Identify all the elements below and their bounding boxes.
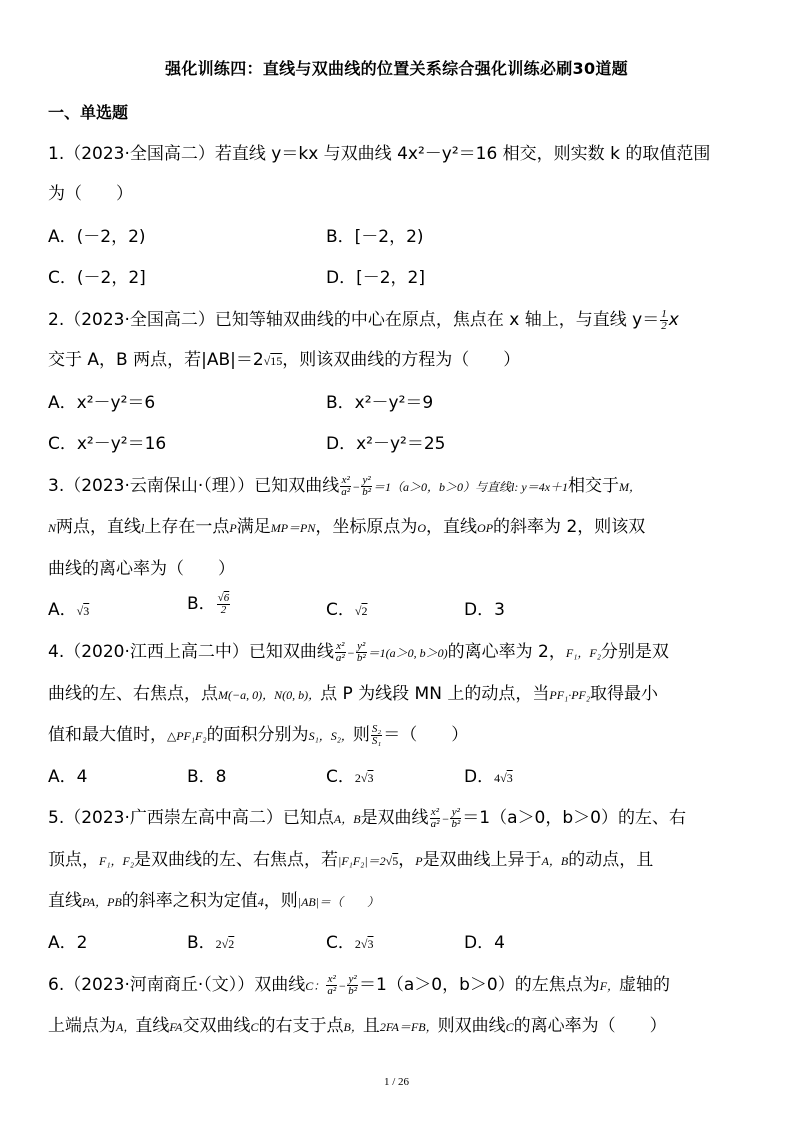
q6-text-2k: 则双曲线 bbox=[437, 1016, 506, 1036]
q3-text-2j: ，直线 bbox=[426, 517, 478, 537]
q5-text-1c: 是双曲线 bbox=[360, 808, 429, 828]
q4-text-3d: S₁，S₂， bbox=[308, 729, 353, 743]
q5-text-2e: ， bbox=[398, 850, 416, 870]
q5-text-2d: |F₁F₂|＝2 bbox=[338, 854, 386, 868]
q1-option-c: C．(－2，2] bbox=[48, 268, 146, 288]
page-number: 1 / 26 bbox=[383, 1076, 410, 1088]
q1-option-d: D．[－2，2] bbox=[326, 268, 425, 288]
q4-text-2c: N(0, b)， bbox=[274, 688, 321, 702]
q5-option-c-label: C． bbox=[326, 933, 355, 953]
q4-option-c bbox=[326, 765, 373, 790]
q3-frac-x2a2: $\frac{\text{x²}}{\text{a²}}$ bbox=[341, 473, 351, 498]
q5-2sqrt2: 2√2 bbox=[215, 937, 235, 951]
q3-vector-eq: MP＝PN bbox=[270, 521, 316, 535]
q3-option-b-label: B． bbox=[187, 594, 216, 614]
q5-text-2h: A，B bbox=[541, 854, 569, 868]
q3-text-1b: ＝1（a＞0，b＞0）与直线 bbox=[373, 480, 512, 494]
q3-option-d: D．3 bbox=[464, 600, 505, 620]
q3-stem-line3: 曲线的离心率为（ ） bbox=[48, 559, 235, 579]
q6-text-2c: 直线 bbox=[135, 1016, 170, 1036]
q3-option-a-label: A． bbox=[48, 600, 77, 620]
q5-option-b bbox=[187, 931, 234, 956]
q4-text-2b: M(−a, 0)， bbox=[218, 688, 275, 702]
q6-frac-y2b2: $\frac{\text{y²}}{\text{b²}}$ bbox=[348, 972, 358, 997]
q6-text-2m: 的离心率为（ ） bbox=[513, 1016, 667, 1036]
q3-frac-y2b2: $\frac{\text{y²}}{\text{b²}}$ bbox=[362, 473, 372, 498]
q3-stem-line1: 3.（2023·云南保山·（理））已知双曲线 $\frac{\text{x²}}{\text{a²}}$ − $\frac{\text{y²}}{\text{b²}}$ ＝1（a＞0，b＞0）与直线l: y＝4x＋1相交于M， bbox=[48, 473, 642, 498]
q4-text-1b: ＝1(a＞0, b＞0) bbox=[367, 646, 448, 660]
q4-frac-x2a2: $\frac{\text{x²}}{\text{a²}}$ bbox=[335, 639, 345, 664]
q5-option-a: A．2 bbox=[48, 933, 88, 953]
q5-text-1a: 5.（2023·广西崇左高中高二）已知点 bbox=[48, 808, 334, 828]
q3-frac-sqrt6-2: $\frac{√6}{2}$ bbox=[217, 591, 230, 616]
q2-stem-line2 bbox=[48, 348, 520, 373]
q5-2sqrt3: 2√3 bbox=[354, 937, 374, 951]
q3-sqrt2: √2 bbox=[354, 604, 368, 618]
q6-stem-line2 bbox=[48, 1014, 667, 1039]
q3-text-2e: P bbox=[229, 521, 237, 535]
q3-stem-line2 bbox=[48, 515, 645, 540]
q6-text-2f: C bbox=[250, 1020, 259, 1034]
q6-text-1b: C： bbox=[305, 979, 326, 993]
q5-text-3f: |AB|＝（ ） bbox=[297, 895, 380, 909]
q3-text-1e: M， bbox=[619, 480, 642, 494]
q4-text-3e: 则 bbox=[352, 725, 370, 745]
q5-text-1b: A，B bbox=[333, 812, 361, 826]
q1-option-a: A．(－2，2) bbox=[48, 227, 146, 247]
q6-text-2h: B， bbox=[343, 1020, 363, 1034]
q5-text-3d: 4 bbox=[257, 895, 264, 909]
q5-text-2c: 是双曲线的左、右焦点，若 bbox=[134, 850, 339, 870]
q2-option-b: B．x²－y²＝9 bbox=[326, 393, 434, 413]
q2-stem-line1 bbox=[48, 308, 679, 332]
q5-text-2i: 的动点，且 bbox=[568, 850, 654, 870]
q3-text-1d: 相交于 bbox=[568, 476, 620, 496]
q4-text-1d: F₁，F₂ bbox=[565, 646, 601, 660]
q3-text-2f: 满足 bbox=[236, 517, 271, 537]
q4-text-2a: 曲线的左、右焦点，点 bbox=[48, 684, 218, 704]
q1-stem-line1: 1.（2023·全国高二）若直线 y＝kx 与双曲线 4x²－y²＝16 相交，则实数 k 的取值范围 bbox=[48, 144, 711, 164]
q4-stem-line2 bbox=[48, 682, 658, 707]
q5-stem-line2 bbox=[48, 848, 653, 873]
q6-text-2g: 的右支于点 bbox=[258, 1016, 344, 1036]
q5-stem-line1: 5.（2023·广西崇左高中高二）已知点A，B是双曲线 $\frac{\text{x²}}{\text{a²}}$ − $\frac{\text{y²}}{\text{b²}}$ ＝1（a＞0，b＞0）的左、右 bbox=[48, 805, 686, 830]
q4-text-1e: 分别是双 bbox=[600, 642, 669, 662]
q3-line-eq: l: y＝4x＋1 bbox=[511, 480, 569, 494]
page-title: 强化训练四：直线与双曲线的位置关系综合强化训练必刷30道题 bbox=[165, 59, 628, 78]
q4-vector-dot: PF₁·PF₂ bbox=[549, 688, 591, 702]
q4-option-a: A．4 bbox=[48, 767, 88, 787]
q4-text-3f: ＝（ ） bbox=[383, 725, 469, 745]
q4-text-2f: 取得最小 bbox=[590, 684, 659, 704]
q1-stem-line2: 为（ ） bbox=[48, 184, 133, 204]
q3-text-2b: 两点，直线 bbox=[56, 517, 142, 537]
q3-option-b bbox=[187, 592, 231, 616]
q3-text-1a: 3.（2023·云南保山·（理））已知双曲线 bbox=[48, 476, 340, 496]
q2-text-1b: x bbox=[668, 310, 679, 330]
q4-stem-line3 bbox=[48, 723, 468, 748]
q5-sqrt5: √5 bbox=[385, 854, 399, 868]
q5-frac-y2b2: $\frac{\text{y²}}{\text{b²}}$ bbox=[451, 805, 461, 830]
q6-text-2l: C bbox=[505, 1020, 514, 1034]
q5-text-3e: ，则 bbox=[263, 891, 298, 911]
q4-text-3a: 值和最大值时， bbox=[48, 725, 167, 745]
q6-vector-eq: 2FA＝FB， bbox=[379, 1020, 438, 1034]
q5-text-2g: 是双曲线上异于 bbox=[422, 850, 542, 870]
q4-option-d bbox=[464, 765, 513, 790]
q6-text-2d: FA bbox=[169, 1020, 183, 1034]
q4-frac-s2s1: $\frac{\text{S₂}}{\text{S₁}}$ bbox=[371, 722, 382, 747]
q6-text-2b: A， bbox=[116, 1020, 136, 1034]
q5-text-3c: 的斜率之积为定值 bbox=[121, 891, 258, 911]
q3-sqrt3: √3 bbox=[76, 604, 90, 618]
q4-stem-line1: 4.（2020·江西上高二中）已知双曲线 $\frac{\text{x²}}{\text{a²}}$ − $\frac{\text{y²}}{\text{b²}}$ ＝1(a＞0, b＞0)的离心率为 2，F₁，F₂分别是双 bbox=[48, 639, 669, 664]
q4-4sqrt3: 4√3 bbox=[494, 771, 513, 785]
q1-option-b: B．[－2，2) bbox=[326, 227, 424, 247]
q6-text-1c: ＝1（a＞0，b＞0）的左焦点为 bbox=[359, 975, 600, 995]
q2-text-1a: 2.（2023·全国高二）已知等轴双曲线的中心在原点，焦点在 x 轴上，与直线 y＝ bbox=[48, 310, 660, 330]
q6-text-2i: 且 bbox=[362, 1016, 380, 1036]
q3-option-c-label: C． bbox=[326, 600, 355, 620]
q5-text-1d: ＝1（a＞0，b＞0）的左、右 bbox=[462, 808, 686, 828]
q6-text-2e: 交双曲线 bbox=[182, 1016, 251, 1036]
q4-2sqrt3: 2√3 bbox=[354, 771, 374, 785]
q5-option-b-label: B． bbox=[187, 933, 216, 953]
q4-text-1a: 4.（2020·江西上高二中）已知双曲线 bbox=[48, 642, 334, 662]
q2-sqrt15: √15 bbox=[263, 354, 283, 368]
q4-text-2d: 点 P 为线段 MN 上的动点，当 bbox=[320, 684, 550, 704]
q2-text-2a: 交于 A，B 两点，若|AB|＝2 bbox=[48, 350, 264, 370]
q6-text-1a: 6.（2023·河南商丘·（文））双曲线 bbox=[48, 975, 306, 995]
q3-text-2a: N bbox=[48, 521, 57, 535]
q3-option-c bbox=[326, 598, 367, 623]
q2-text-2b: ，则该双曲线的方程为（ ） bbox=[282, 350, 521, 370]
q6-text-1d: F， bbox=[599, 979, 620, 993]
q3-text-2c: l bbox=[141, 521, 145, 535]
q3-text-2l: 的斜率为 2，则该双 bbox=[493, 517, 646, 537]
q5-option-c bbox=[326, 931, 373, 956]
q5-text-3a: 直线 bbox=[48, 891, 82, 911]
section-heading: 一、单选题 bbox=[48, 103, 129, 122]
q5-text-2b: F₁，F₂ bbox=[99, 854, 135, 868]
q6-frac-x2a2: $\frac{\text{x²}}{\text{a²}}$ bbox=[327, 972, 337, 997]
q2-option-c: C．x²－y²＝16 bbox=[48, 434, 167, 454]
q4-option-b: B．8 bbox=[187, 767, 227, 787]
q4-text-1c: 的离心率为 2， bbox=[447, 642, 566, 662]
q3-option-a bbox=[48, 598, 89, 623]
q3-text-2h: ，坐标原点为 bbox=[315, 517, 418, 537]
q4-frac-y2b2: $\frac{\text{y²}}{\text{b²}}$ bbox=[356, 639, 366, 664]
q4-text-3c: 的面积分别为 bbox=[206, 725, 309, 745]
q6-text-1e: 虚轴的 bbox=[619, 975, 671, 995]
q2-fraction-half: $\frac{1}{2}$ bbox=[661, 307, 667, 332]
q4-option-d-label: D． bbox=[464, 767, 495, 787]
q2-option-a: A．x²－y²＝6 bbox=[48, 393, 156, 413]
q5-text-3b: PA，PB bbox=[82, 895, 122, 909]
q5-option-d: D．4 bbox=[464, 933, 505, 953]
q4-text-3b: △PF₁F₂ bbox=[167, 729, 207, 743]
q5-text-2a: 顶点， bbox=[48, 850, 99, 870]
q5-frac-x2a2: $\frac{\text{x²}}{\text{a²}}$ bbox=[430, 805, 440, 830]
q6-stem-line1: 6.（2023·河南商丘·（文））双曲线C： $\frac{\text{x²}}{\text{a²}}$ − $\frac{\text{y²}}{\text{b²}}$ ＝1（a＞0，b＞0）的左焦点为F，虚轴的 bbox=[48, 972, 671, 997]
q6-text-2a: 上端点为 bbox=[48, 1016, 116, 1036]
q3-text-2i: O bbox=[417, 521, 427, 535]
q5-text-2f: P bbox=[415, 854, 423, 868]
q4-option-c-label: C． bbox=[326, 767, 355, 787]
q5-stem-line3 bbox=[48, 889, 379, 914]
q2-option-d: D．x²－y²＝25 bbox=[326, 434, 446, 454]
q3-text-2k: OP bbox=[477, 521, 494, 535]
q3-text-2d: 上存在一点 bbox=[144, 517, 230, 537]
